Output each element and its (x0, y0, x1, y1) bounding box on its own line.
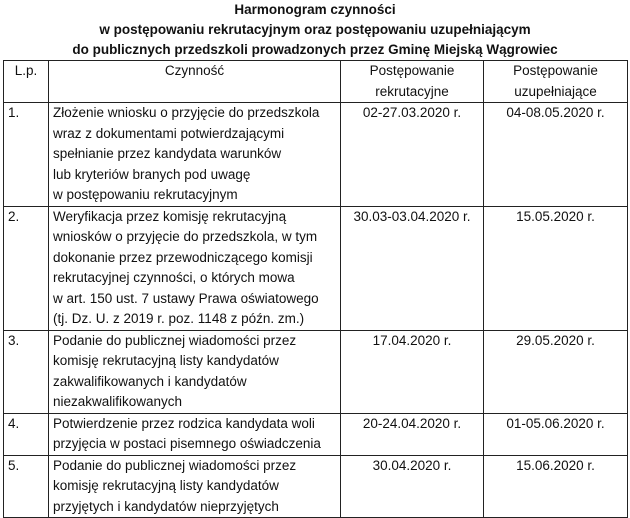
activity-line: niezakwalifikowanych (53, 394, 183, 409)
table-row (4, 455, 628, 518)
row-recruitment-date: 17.04.2020 r. (341, 330, 484, 413)
table-row (4, 103, 628, 207)
row-supplementary-date: 01-05.06.2020 r. (484, 413, 628, 455)
header-lp: L.p. (4, 61, 49, 103)
activity-line: dokonanie przez przewodniczącego komisji (53, 249, 313, 265)
row-activity (49, 330, 341, 413)
header-supplementary: Postępowanie uzupełniające (484, 61, 628, 103)
row-number: 2. (4, 206, 49, 330)
row-supplementary-date: 29.05.2020 r. (484, 330, 628, 413)
row-recruitment-date: 02-27.03.2020 r. (341, 103, 484, 207)
row-activity (49, 413, 341, 455)
document-heading (0, 0, 630, 60)
activity-line: Podanie do publicznej wiadomości przez (53, 332, 297, 348)
table-header-row (4, 61, 628, 103)
table-row (4, 413, 628, 455)
row-number: 1. (4, 103, 49, 207)
activity-line: przyjętych i kandydatów nieprzyjętych (53, 498, 279, 514)
activity-line: w postępowaniu rekrutacyjnym (53, 187, 238, 202)
row-recruitment-date: 20-24.04.2020 r. (341, 413, 484, 455)
heading-line-3: do publicznych przedszkoli prowadzonych przez Gminę Miejską Wągrowiec (72, 42, 558, 57)
header-recruitment: Postępowanie rekrutacyjne (341, 61, 484, 103)
heading-line-2: w postępowaniu rekrutacyjnym oraz postępowaniu uzupełniającym (99, 22, 531, 37)
row-recruitment-date: 30.03-03.04.2020 r. (341, 206, 484, 330)
row-recruitment-date: 30.04.2020 r. (341, 455, 484, 518)
activity-line: w art. 150 ust. 7 ustawy Prawa oświatowego (53, 290, 319, 306)
row-supplementary-date: 15.05.2020 r. (484, 206, 628, 330)
row-activity (49, 206, 341, 330)
heading-line-1: Harmonogram czynności (234, 2, 396, 17)
header-activity: Czynność (49, 61, 341, 103)
activity-line: spełnianie przez kandydata warunków (53, 146, 282, 161)
row-number: 4. (4, 413, 49, 455)
activity-line: komisję rekrutacyjną listy kandydatów (53, 353, 279, 368)
activity-line: zakwalifikowanych i kandydatów (53, 373, 247, 389)
activity-line: przyjęcia w postaci pisemnego oświadczenia (53, 436, 321, 451)
activity-line: wraz z dokumentami potwierdzającymi (53, 125, 285, 141)
table-row (4, 206, 628, 330)
row-number: 5. (4, 455, 49, 518)
table-row (4, 330, 628, 413)
row-activity (49, 455, 341, 518)
activity-line: Potwierdzenie przez rodzica kandydata woli (53, 415, 315, 431)
activity-line: lub kryteriów branych pod uwagę (53, 166, 251, 182)
row-supplementary-date: 15.06.2020 r. (484, 455, 628, 518)
activity-line: rekrutacyjnej czynności, o których mowa (53, 270, 295, 285)
row-activity (49, 103, 341, 207)
activity-line: Podanie do publicznej wiadomości przez (53, 457, 297, 473)
row-supplementary-date: 04-08.05.2020 r. (484, 103, 628, 207)
activity-line: wniosków o przyjęcie do przedszkola, w tym (53, 229, 318, 244)
activity-line: komisję rekrutacyjną listy kandydatów (53, 478, 279, 493)
activity-line: Weryfikacja przez komisję rekrutacyjną (53, 208, 287, 224)
schedule-table (3, 60, 628, 518)
activity-line: (tj. Dz. U. z 2019 r. poz. 1148 z późn. zm.) (53, 311, 305, 326)
row-number: 3. (4, 330, 49, 413)
activity-line: Złożenie wniosku o przyjęcie do przedszkola (53, 105, 320, 120)
